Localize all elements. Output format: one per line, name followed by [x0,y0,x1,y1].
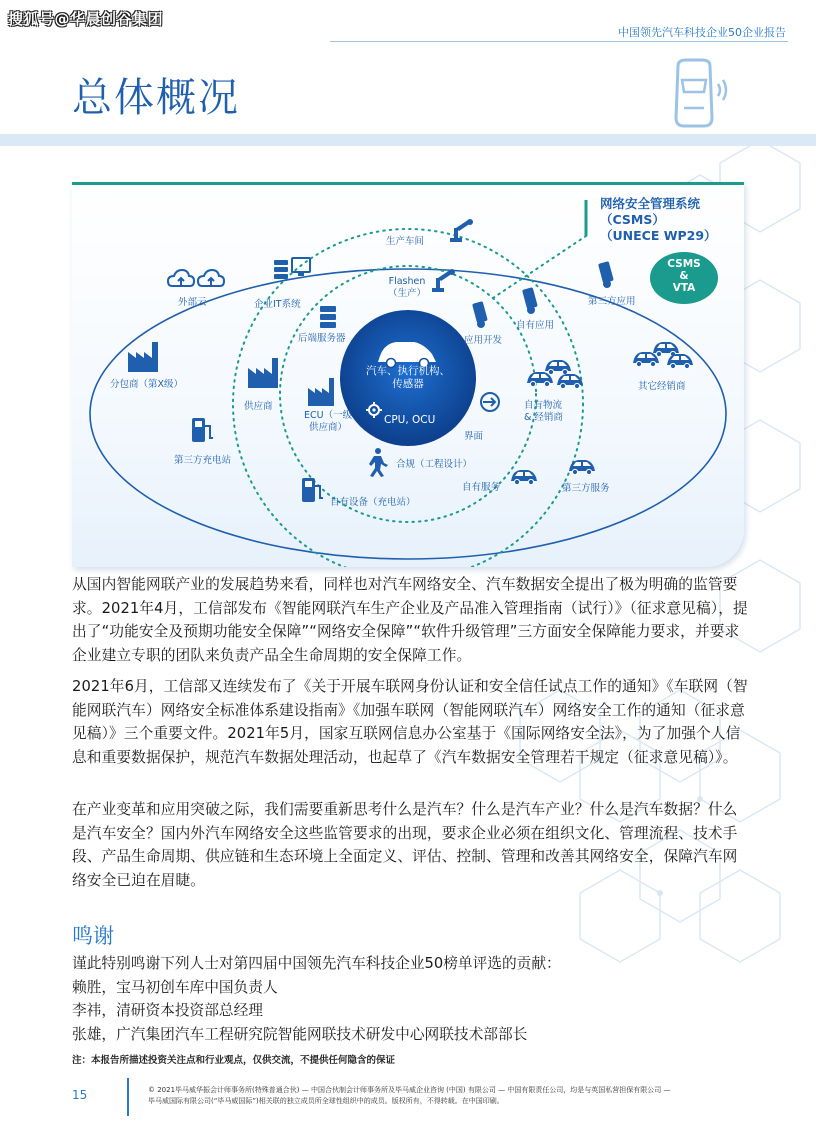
interface-label: 界面 [464,431,484,442]
own-app-label: 自有应用 [516,320,555,331]
ecu-label [304,410,352,434]
external-cloud-label: 外部云 [178,297,207,308]
page-title: 总体概况 [72,75,240,121]
third-party-app-phone-icon [598,261,614,288]
third-service-label: 第三方服务 [562,483,610,494]
server-icon [320,306,336,328]
interface-icon [481,393,499,411]
badge-text [650,258,718,294]
callout-line-2: （CSMS） [600,212,665,227]
badge-line-1: CSMS [667,258,701,270]
footer-divider [127,1078,129,1116]
acknowledgement-list [72,952,561,1046]
chip-label: CPU, OCU [384,414,436,426]
core-label [348,365,468,391]
cybersecurity-ecosystem-diagram [72,182,744,567]
own-logistics-line-2: & 经销商 [524,412,563,423]
paragraph-1: 从国内智能网联产业的发展趋势来看，同样也对汽车网络安全、汽车数据安全提出了极为明确的监管要求。2021年4月，工信部发布《智能网联汽车生产企业及产品准入管理指南（试行）》（征求意见稿），提出了“功能安全及预期功能安全保障”“网络安全保障”“软件升级管理”三方面安全保障能力要求，并要求企业建立专职的团队来负责产品全生命周期的安全保障工作。 [72,576,748,664]
flashen-label [388,276,426,300]
backend-label: 后端服务器 [298,333,346,344]
flashen-line-2: （生产） [388,288,427,299]
acknowledgement-intro: 谨此特别鸣谢下列人士对第四届中国领先汽车科技企业50榜单评选的贡献： [72,955,561,972]
cloud-icon [168,270,194,286]
own-logistics-cars-icon [527,360,583,389]
own-service-car-icon [511,470,537,485]
own-logistics-line-1: 自有物流 [524,400,563,411]
callout-connector [493,236,586,298]
ecu-line-2: 供应商） [309,422,348,433]
paragraph-3: 在产业变革和应用突破之际，我们需要重新思考什么是汽车？什么是汽车产业？什么是汽车数据？什么是汽车安全？国内外汽车网络安全这些监管要求的出现，要求企业必须在组织文化、管理流程、技术手段、产品生命周期、供应链和生态环境上全面定义、评估、控制、管理和改善其网络安全，保障汽车网络安全已迫在眉睫。 [72,801,738,889]
acknowledgement-person: 张雄，广汽集团汽车工程研究院智能网联技术研发中心网联技术部部长 [72,1025,528,1043]
third-charging-label: 第三方充电站 [174,455,232,466]
compliance-icon [369,448,388,477]
connected-car-icon [664,56,734,130]
acknowledgement-title: 鸣谢 [72,924,114,948]
enterprise-it-label: 企业IT系统 [254,299,301,310]
copyright-line-1: © 2021毕马威华振会计师事务所(特殊普通合伙) — 中国合伙制会计师事务所及毕马威企业咨询 (中国) 有限公司 — 中国有限责任公司，均是与英国私营担保有限公司 — [148,1086,671,1094]
app-dev-phone-icon [472,301,488,328]
supplier-label: 供应商 [244,401,273,412]
badge-line-3: VTA [672,282,696,294]
robot-arm-icon-flashen [432,269,455,292]
page-number: 15 [72,1088,88,1102]
compliance-label: 合规（工程设计） [396,459,473,470]
badge-line-2: & [679,270,689,282]
robot-arm-icon [450,219,473,242]
flashen-line-1: Flashen [388,276,426,287]
subcontractor-label: 分包商（第X级） [110,379,184,390]
enterprise-it-icon [274,258,310,279]
report-name: 中国领先汽车科技企业50企业报告 [618,26,786,39]
other-dealers-cars-icon [633,342,693,369]
core-line-1: 汽车、执行机构、 [366,365,450,377]
other-dealers-label: 其它经销商 [638,381,686,392]
acknowledgement-person: 李祎，清研资本投资部总经理 [72,1002,263,1020]
ecu-line-1: ECU（一级 [304,410,353,421]
paragraph-2: 2021年6月，工信部又连续发布了《关于开展车联网身份认证和安全信任试点工作的通知》《车联网（智能网联汽车）网络安全标准体系建设指南》《加强车联网（智能网联汽车）网络安全工作的通知（征求意见稿）》三个重要文件。2021年5月，国家互联网信息办公室基于《国际网络安全法》，为了加强个人信息和重要数据保护，规范汽车数据处理活动，也起草了《汽车数据安全管理若干规定（征求意见稿）》。 [72,678,748,766]
header-rule [330,41,788,42]
third-app-label: 第三方应用 [588,296,636,307]
own-service-label: 自有服务 [462,482,501,493]
factory-icon [248,358,278,388]
copyright-notice [148,1085,768,1106]
factory-icon [128,342,158,372]
copyright-line-2: 毕马威国际有限公司(“毕马威国际”)相关联的独立成员所全球性组织中的成员。版权所有，不得转载。在中国印刷。 [148,1096,504,1105]
own-logistics-label [524,400,563,424]
callout-line-1: 网络安全管理系统 [600,196,701,211]
cloud-icon [198,270,224,286]
diagram-top-bar [72,182,744,185]
disclaimer-note: 注：本报告所描述投资关注点和行业观点，仅供交流，不提供任何隐含的保证 [72,1055,396,1066]
watermark: 搜狐号@华晨创谷集团 [8,10,164,28]
own-app-phone-icon [522,287,538,314]
own-equipment-label: 自有设备（充电站） [330,497,416,508]
charging-station-icon [302,478,323,502]
charging-station-icon [192,418,213,442]
csms-callout [600,196,717,244]
production-label: 生产车间 [386,236,425,247]
core-line-2: 传感器 [392,378,424,390]
app-dev-label: 应用开发 [464,335,503,346]
title-band [0,134,816,146]
acknowledgement-person: 赖胜，宝马初创车库中国负责人 [72,978,278,996]
callout-line-3: （UNECE WP29） [600,228,717,243]
factory-icon [308,378,334,406]
